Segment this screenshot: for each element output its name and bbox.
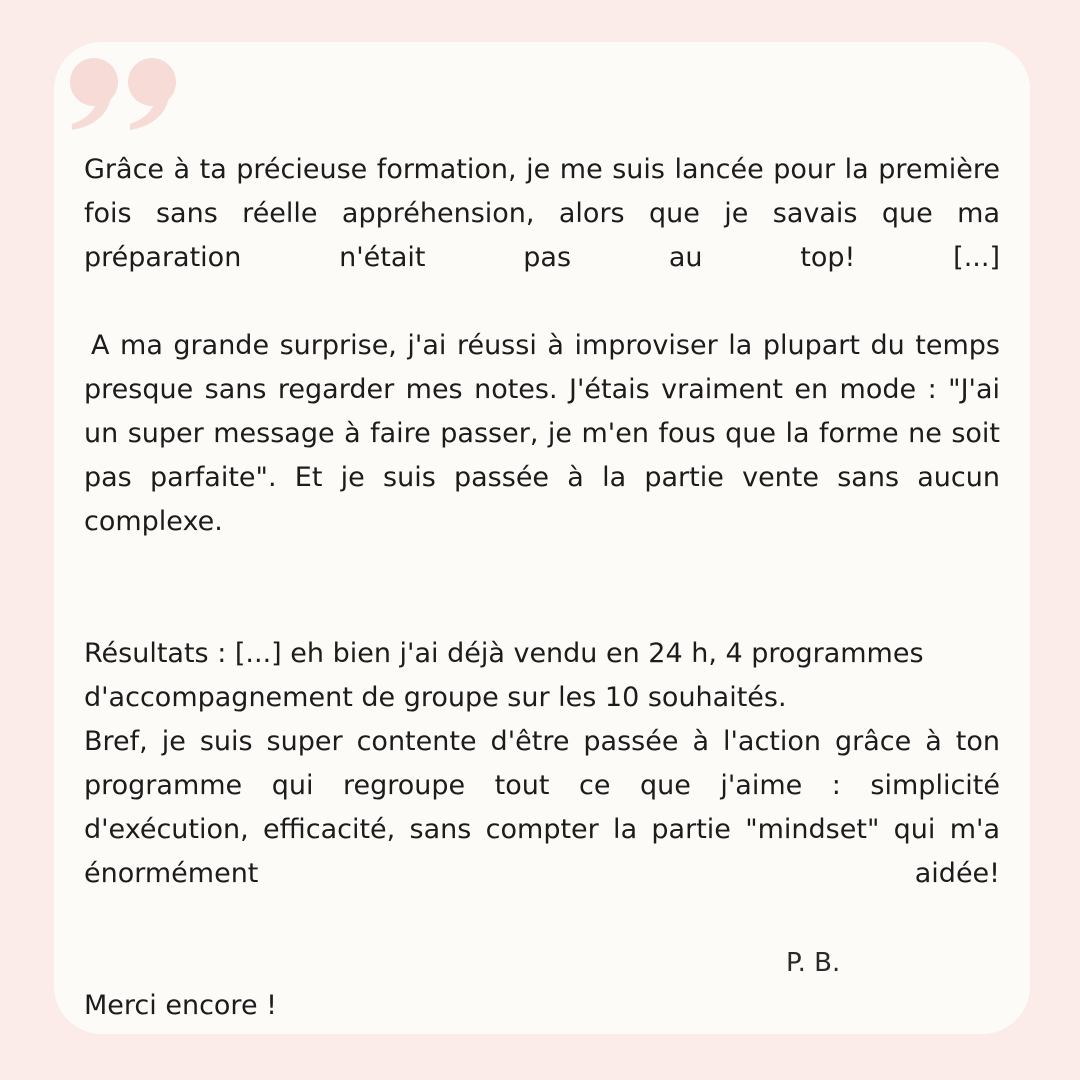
closing-quote-icon	[68, 54, 188, 134]
testimonial-card	[54, 42, 1030, 1034]
paragraph-spacer	[84, 940, 1000, 984]
testimonial-paragraph-3: Résultats : [...] eh bien j'ai déjà vendu en 24 h, 4 programmes d'accompagnement de groupe sur les 10 souhaités.	[84, 638, 924, 713]
closing-line: Merci encore !	[84, 990, 277, 1021]
signature: P. B.	[786, 948, 841, 978]
testimonial-paragraph-2: A ma grande surprise, j'ai réussi à improviser la plupart du temps presque sans regarder mes notes. J'étais vraiment en mode : "J'ai un super message à faire passer, je m'en fous que la forme ne soit pas parfaite". Et je suis passée à la partie vente sans aucun complexe.	[84, 330, 1000, 537]
testimonial-paragraph-1: Grâce à ta précieuse formation, je me suis lancée pour la première fois sans réelle appréhension, alors que je savais que ma préparation n'était pas au top! [...]	[84, 154, 1000, 273]
testimonial-text	[84, 148, 1000, 1028]
testimonial-paragraph-4: Bref, je suis super contente d'être passée à l'action grâce à ton programme qui regroupe tout ce que j'aime : simplicité d'exécution, efficacité, sans compter la partie "mindset" qui m'a énormément aidée!	[84, 726, 1000, 889]
paragraph-spacer	[84, 588, 1000, 632]
